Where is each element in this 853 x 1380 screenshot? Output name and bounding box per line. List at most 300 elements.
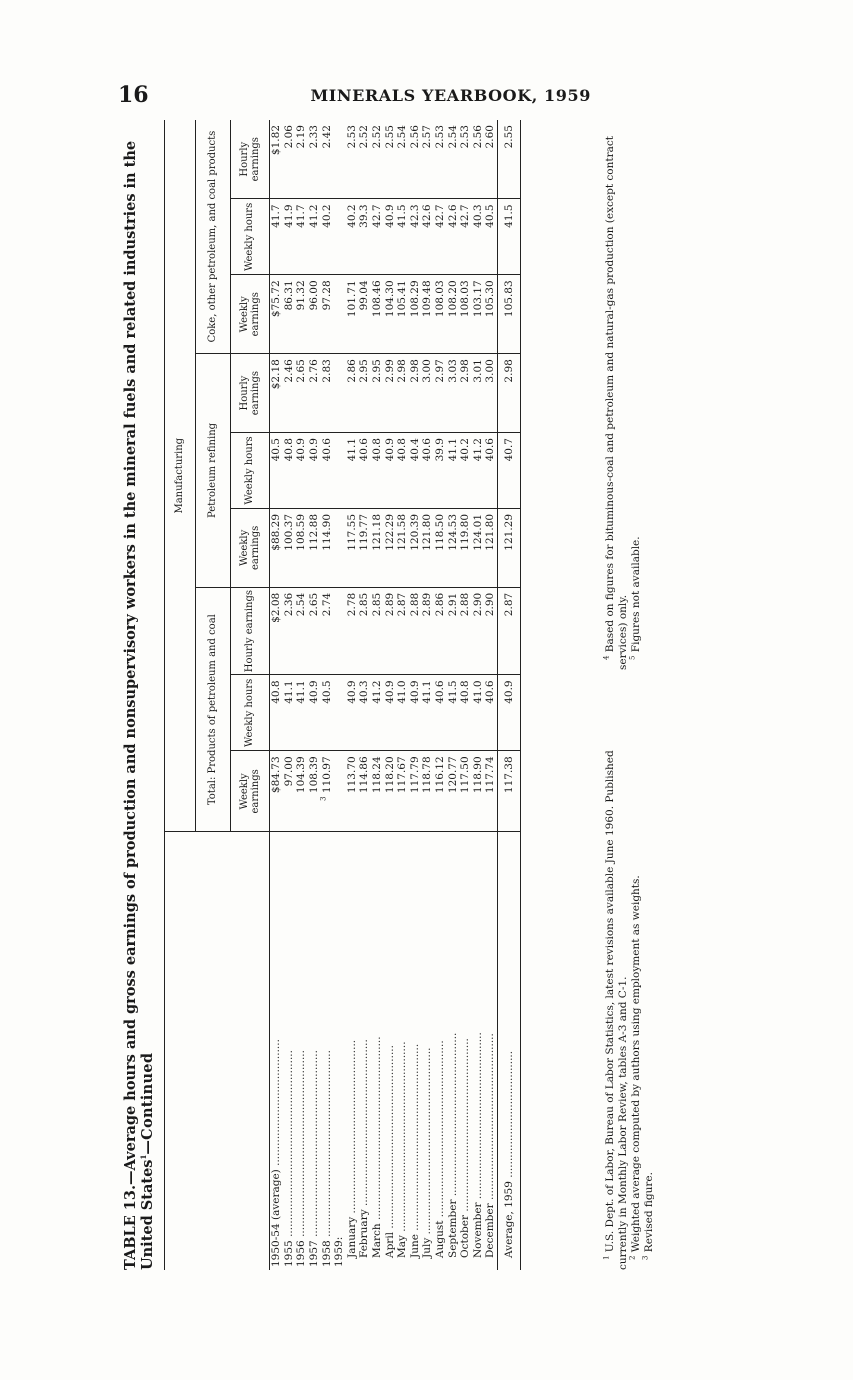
cell-value: 117.79 <box>408 756 421 794</box>
cell-value: 105.41 <box>396 280 409 318</box>
table-cell <box>396 675 409 751</box>
cell-value: 40.6 <box>421 438 434 462</box>
cell-value: 116.12 <box>433 756 446 794</box>
table-cell <box>333 275 346 354</box>
table-cell <box>383 751 396 832</box>
cell-value: 113.70 <box>345 756 358 794</box>
cell-value: 2.46 <box>282 359 295 383</box>
footnote <box>604 710 630 1270</box>
row-label <box>497 832 520 1270</box>
table-cell <box>396 199 409 275</box>
footnote <box>630 130 643 670</box>
row-label <box>283 832 296 1270</box>
cell-value: 2.88 <box>459 592 472 617</box>
cell-value: 41.1 <box>345 438 358 462</box>
row-label <box>346 832 359 1270</box>
table-cell <box>320 508 333 587</box>
table-cell <box>358 587 371 675</box>
cell-value: 117.55 <box>345 513 358 551</box>
cell-value: 2.89 <box>421 592 434 617</box>
table-cell <box>484 587 497 675</box>
table-cell <box>308 433 321 509</box>
cell-value: 103.17 <box>471 280 484 318</box>
cell-value: 42.7 <box>459 204 472 228</box>
table-cell <box>383 275 396 354</box>
cell-value: 41.1 <box>446 438 459 462</box>
table-cell <box>346 751 359 832</box>
cell-value: 2.86 <box>345 359 358 383</box>
table-cell <box>396 120 409 199</box>
cell-value: 40.3 <box>358 680 371 704</box>
table-cell <box>472 508 485 587</box>
leader-dots: .................................................... <box>459 1038 472 1216</box>
cell-value: 121.18 <box>371 513 384 551</box>
cell-value: 2.42 <box>320 125 333 149</box>
cell-value: 40.9 <box>383 438 396 462</box>
cell-value: 2.88 <box>408 592 421 617</box>
leader-dots: ................................................. <box>446 1032 459 1200</box>
cell-value: $1.82 <box>270 125 283 156</box>
table-cell: 41.5 <box>497 199 520 275</box>
cell-value: 41.5 <box>446 680 459 704</box>
row-label-text: March <box>371 1223 384 1258</box>
cell-value: 40.5 <box>484 204 497 228</box>
row-label-text: November <box>471 1202 484 1258</box>
table-cell <box>295 354 308 433</box>
cell-value: 42.7 <box>371 204 384 228</box>
table-cell: 40.7 <box>497 433 520 509</box>
subheader-weekly-hours: Weekly hours <box>231 675 270 751</box>
table-cell <box>434 354 447 433</box>
table-cell <box>320 354 333 433</box>
subheader-hourly-earnings: Hourly earnings <box>231 587 270 675</box>
cell-value: 2.91 <box>446 592 459 617</box>
table-cell <box>409 275 422 354</box>
cell-value: 2.95 <box>371 359 384 383</box>
table-cell <box>446 433 459 509</box>
table-cell <box>371 120 384 199</box>
cell-value: 91.32 <box>295 280 308 311</box>
table-cell <box>446 587 459 675</box>
cell-value: 42.7 <box>433 204 446 228</box>
leader-dots: ...................................... <box>503 1050 516 1182</box>
table-cell <box>270 275 283 354</box>
cell-value: 2.90 <box>484 592 497 617</box>
cell-value: 105.30 <box>484 280 497 318</box>
row-label <box>333 832 346 1270</box>
row-label-text: 1955 <box>282 1240 295 1267</box>
row-label-text: 1950-54 (average) <box>270 1169 283 1267</box>
table-cell <box>409 120 422 199</box>
cell-value: 40.6 <box>320 438 333 462</box>
table-row <box>295 120 308 1270</box>
table-cell <box>270 120 283 199</box>
cell-value: 40.2 <box>459 438 472 462</box>
cell-value: 2.54 <box>446 125 459 149</box>
cell-value: 40.5 <box>270 438 283 462</box>
table-cell <box>308 275 321 354</box>
table-row <box>320 120 333 1270</box>
row-label <box>409 832 422 1270</box>
cell-value: 118.20 <box>383 756 396 794</box>
table-cell <box>371 675 384 751</box>
table-cell <box>409 675 422 751</box>
cell-value: 2.89 <box>383 592 396 617</box>
leader-dots: .................................................. <box>484 1033 497 1204</box>
rotated-table-block <box>120 120 656 1270</box>
table-cell <box>459 433 472 509</box>
table-cell <box>283 433 296 509</box>
cell-value: 40.3 <box>471 204 484 228</box>
table-cell <box>371 433 384 509</box>
cell-value: 40.6 <box>358 438 371 462</box>
row-label <box>459 832 472 1270</box>
cell-value: 109.48 <box>421 280 434 318</box>
table-cell <box>358 275 371 354</box>
table-cell <box>283 508 296 587</box>
leader-dots: ........................................................ <box>308 1050 321 1241</box>
row-label <box>484 832 497 1270</box>
cell-value: 120.77 <box>446 756 459 794</box>
table-row <box>371 120 384 1270</box>
row-label-text: May <box>396 1235 409 1258</box>
table-cell <box>346 199 359 275</box>
table-cell <box>320 120 333 199</box>
cell-value: 121.80 <box>484 513 497 551</box>
row-label <box>421 832 434 1270</box>
cell-value: 2.53 <box>345 125 358 149</box>
cell-value: 40.8 <box>282 438 295 462</box>
table-cell <box>270 587 283 675</box>
table-cell <box>283 199 296 275</box>
footnote-mark: 2 <box>628 1255 637 1260</box>
cell-value: 114.90 <box>320 513 333 551</box>
cell-value: 3.03 <box>446 359 459 383</box>
cell-value: 86.31 <box>282 280 295 311</box>
footnote-mark: 4 <box>602 655 611 660</box>
table-cell <box>434 508 447 587</box>
cell-value: 2.97 <box>433 359 446 383</box>
table-cell <box>484 275 497 354</box>
row-label-text: December <box>484 1203 497 1258</box>
cell-value: 2.85 <box>358 592 371 617</box>
table-cell <box>333 354 346 433</box>
row-label <box>270 832 283 1270</box>
earnings-table <box>164 120 521 1270</box>
cell-value: 2.98 <box>408 359 421 383</box>
table-cell <box>446 751 459 832</box>
table-cell <box>308 587 321 675</box>
cell-value: 2.85 <box>371 592 384 617</box>
table-cell <box>308 199 321 275</box>
footnote-text: Based on figures for bituminous-coal and petroleum and natural-gas production (except contract services) only. <box>604 136 630 670</box>
table-cell <box>383 354 396 433</box>
row-label-text: June <box>408 1234 421 1258</box>
leader-dots: ........................................................ <box>421 1047 434 1238</box>
subheader-weekly-earnings: Weekly earnings <box>231 751 270 832</box>
cell-value: 42.6 <box>421 204 434 228</box>
row-label <box>472 832 485 1270</box>
table-cell <box>358 354 371 433</box>
cell-value: $75.72 <box>270 280 283 318</box>
cell-value: 2.53 <box>459 125 472 149</box>
table-cell <box>295 751 308 832</box>
table-row <box>484 120 497 1270</box>
table-cell <box>484 199 497 275</box>
cell-value: 41.1 <box>421 680 434 704</box>
table-cell <box>283 751 296 832</box>
table-cell <box>320 275 333 354</box>
table-row <box>409 120 422 1270</box>
table-cell <box>409 508 422 587</box>
table-cell <box>283 354 296 433</box>
table-cell <box>421 751 434 832</box>
footnote-mark: 3 <box>319 796 328 801</box>
cell-value: 40.9 <box>308 680 321 704</box>
cell-value: 100.37 <box>282 513 295 551</box>
section-header-coke-other: Coke, other petroleum, and coal products <box>196 120 231 354</box>
table-cell <box>333 751 346 832</box>
cell-value: 118.78 <box>421 756 434 794</box>
row-label-text: 1956 <box>295 1240 308 1267</box>
cell-value: 40.9 <box>295 438 308 462</box>
table-cell <box>270 433 283 509</box>
table-cell <box>358 508 371 587</box>
cell-value: 3.00 <box>421 359 434 383</box>
leader-dots: ..................................................... <box>433 1040 446 1221</box>
cell-value: 117.50 <box>459 756 472 794</box>
table-cell <box>396 751 409 832</box>
cell-value: 2.60 <box>484 125 497 149</box>
cell-value: 40.8 <box>270 680 283 704</box>
table-cell <box>295 120 308 199</box>
cell-value: 40.8 <box>396 438 409 462</box>
table-cell <box>358 751 371 832</box>
table-cell <box>472 587 485 675</box>
table-cell: 117.38 <box>497 751 520 832</box>
table-cell <box>472 354 485 433</box>
cell-value: 2.52 <box>358 125 371 149</box>
cell-value: 40.6 <box>433 680 446 704</box>
cell-value: 41.2 <box>471 438 484 462</box>
cell-value: 3.00 <box>484 359 497 383</box>
table-cell <box>484 120 497 199</box>
table-row <box>346 120 359 1270</box>
cell-value: 108.46 <box>371 280 384 318</box>
row-label-text: 1958 <box>320 1240 333 1267</box>
table-cell <box>358 433 371 509</box>
page-number: 16 <box>118 82 149 108</box>
table-cell <box>346 433 359 509</box>
row-label <box>446 832 459 1270</box>
cell-value: 39.9 <box>433 438 446 462</box>
table-cell <box>434 275 447 354</box>
cell-value: 2.83 <box>320 359 333 383</box>
table-cell <box>320 587 333 675</box>
cell-value: 2.90 <box>471 592 484 617</box>
table-cell <box>295 508 308 587</box>
cell-value: 108.39 <box>308 756 321 794</box>
table-cell <box>409 587 422 675</box>
cell-value: 40.2 <box>345 204 358 228</box>
table-cell <box>383 675 396 751</box>
table-cell <box>383 120 396 199</box>
cell-value: 40.9 <box>408 680 421 704</box>
table-cell <box>383 508 396 587</box>
cell-value: 41.0 <box>471 680 484 704</box>
row-label-text: July <box>421 1237 434 1258</box>
cell-value: 2.33 <box>308 125 321 149</box>
footnotes-left <box>604 710 657 1270</box>
table-row <box>459 120 472 1270</box>
row-label <box>434 832 447 1270</box>
leader-dots: .................................................. <box>471 1032 484 1203</box>
row-label <box>383 832 396 1270</box>
cell-value: 2.95 <box>358 359 371 383</box>
table-cell <box>472 675 485 751</box>
cell-value: 42.3 <box>408 204 421 228</box>
leader-dots: .................................................. <box>358 1039 371 1210</box>
table-cell <box>283 120 296 199</box>
table-cell <box>396 354 409 433</box>
cell-value: 2.65 <box>295 359 308 383</box>
cell-value: 41.1 <box>295 680 308 704</box>
cell-value: 39.3 <box>358 204 371 228</box>
cell-value: 121.58 <box>396 513 409 551</box>
cell-value: 2.87 <box>396 592 409 617</box>
table-cell <box>371 275 384 354</box>
cell-value: 40.5 <box>320 680 333 704</box>
cell-value: 97.28 <box>320 280 333 311</box>
table-row <box>283 120 296 1270</box>
table-caption <box>122 120 157 1270</box>
cell-value: 108.59 <box>295 513 308 551</box>
table-cell <box>308 751 321 832</box>
table-cell <box>459 587 472 675</box>
table-cell <box>295 675 308 751</box>
cell-value: $2.08 <box>270 592 283 623</box>
footnote-text: Figures not available. <box>630 536 643 653</box>
cell-value: 122.29 <box>383 513 396 551</box>
table-cell <box>421 675 434 751</box>
table-cell <box>396 587 409 675</box>
caption-main: TABLE 13.—Average hours and gross earnings of production and nonsupervisory workers in the mineral fuels and related industries in the United States <box>122 140 157 1270</box>
cell-value: 124.53 <box>446 513 459 551</box>
cell-value: 2.53 <box>433 125 446 149</box>
cell-value: 119.80 <box>459 513 472 551</box>
footnote-text: Revised figure. <box>643 1172 656 1253</box>
leader-dots: ........................................................ <box>320 1050 333 1241</box>
table-row <box>421 120 434 1270</box>
table-cell: 40.9 <box>497 675 520 751</box>
leader-dots: ....................................................... <box>383 1045 396 1232</box>
table-cell <box>371 587 384 675</box>
table-row <box>434 120 447 1270</box>
leader-dots: ........................................................ <box>408 1043 421 1235</box>
cell-value: 120.39 <box>408 513 421 551</box>
table-cell <box>295 433 308 509</box>
cell-value: 2.74 <box>320 592 333 617</box>
cell-value: 97.00 <box>282 756 295 787</box>
table-cell <box>409 354 422 433</box>
table-cell <box>295 199 308 275</box>
cell-value: 41.2 <box>308 204 321 228</box>
table-cell <box>434 199 447 275</box>
table-cell <box>409 751 422 832</box>
cell-value: 2.52 <box>371 125 384 149</box>
row-label-text: 1959: <box>333 1236 346 1267</box>
table-cell <box>346 120 359 199</box>
table-cell <box>459 275 472 354</box>
table-cell <box>459 508 472 587</box>
table-cell <box>383 587 396 675</box>
table-cell <box>295 275 308 354</box>
cell-value: 101.71 <box>345 280 358 318</box>
subheader-weekly-earnings: Weekly earnings <box>231 275 270 354</box>
cell-value: $84.73 <box>270 756 283 794</box>
table-cell <box>446 675 459 751</box>
row-label-text: January <box>345 1216 358 1258</box>
table-cell: 121.29 <box>497 508 520 587</box>
table-cell <box>434 433 447 509</box>
table-cell <box>346 587 359 675</box>
table-row <box>308 120 321 1270</box>
group-header-manufacturing: Manufacturing <box>165 120 196 832</box>
leader-dots: .................................................... <box>345 1039 358 1217</box>
table-row <box>472 120 485 1270</box>
table-cell <box>484 433 497 509</box>
table-cell <box>333 120 346 199</box>
table-cell <box>358 199 371 275</box>
table-body <box>270 120 521 1270</box>
cell-value: 42.6 <box>446 204 459 228</box>
table-cell <box>320 751 333 832</box>
footnote-mark: 3 <box>641 1255 650 1260</box>
table-cell <box>270 675 283 751</box>
table-cell <box>333 199 346 275</box>
row-label <box>371 832 384 1270</box>
table-cell <box>409 433 422 509</box>
cell-value: 2.06 <box>282 125 295 149</box>
table-cell <box>421 199 434 275</box>
cell-value: 2.78 <box>345 592 358 617</box>
cell-value: 119.77 <box>358 513 371 551</box>
table-cell <box>270 199 283 275</box>
leader-dots: ........................................................ <box>295 1050 308 1241</box>
cell-value: 96.00 <box>308 280 321 311</box>
cell-value: 41.1 <box>282 680 295 704</box>
row-label-text: April <box>383 1231 396 1258</box>
cell-value: 2.56 <box>408 125 421 149</box>
table-cell <box>383 433 396 509</box>
table-cell <box>308 354 321 433</box>
table-cell <box>446 275 459 354</box>
row-label-text: September <box>446 1199 459 1258</box>
cell-value: 2.98 <box>459 359 472 383</box>
table-cell <box>446 120 459 199</box>
cell-value: 41.2 <box>371 680 384 704</box>
cell-value: $88.29 <box>270 513 283 551</box>
leader-dots: ....................................................... <box>371 1036 384 1224</box>
leader-dots: ......................................................... <box>396 1041 409 1236</box>
row-label <box>308 832 321 1270</box>
table-cell <box>308 120 321 199</box>
table-cell <box>434 587 447 675</box>
cell-value: 99.04 <box>358 280 371 311</box>
table-cell <box>484 508 497 587</box>
row-label <box>295 832 308 1270</box>
cell-value: 40.6 <box>484 680 497 704</box>
